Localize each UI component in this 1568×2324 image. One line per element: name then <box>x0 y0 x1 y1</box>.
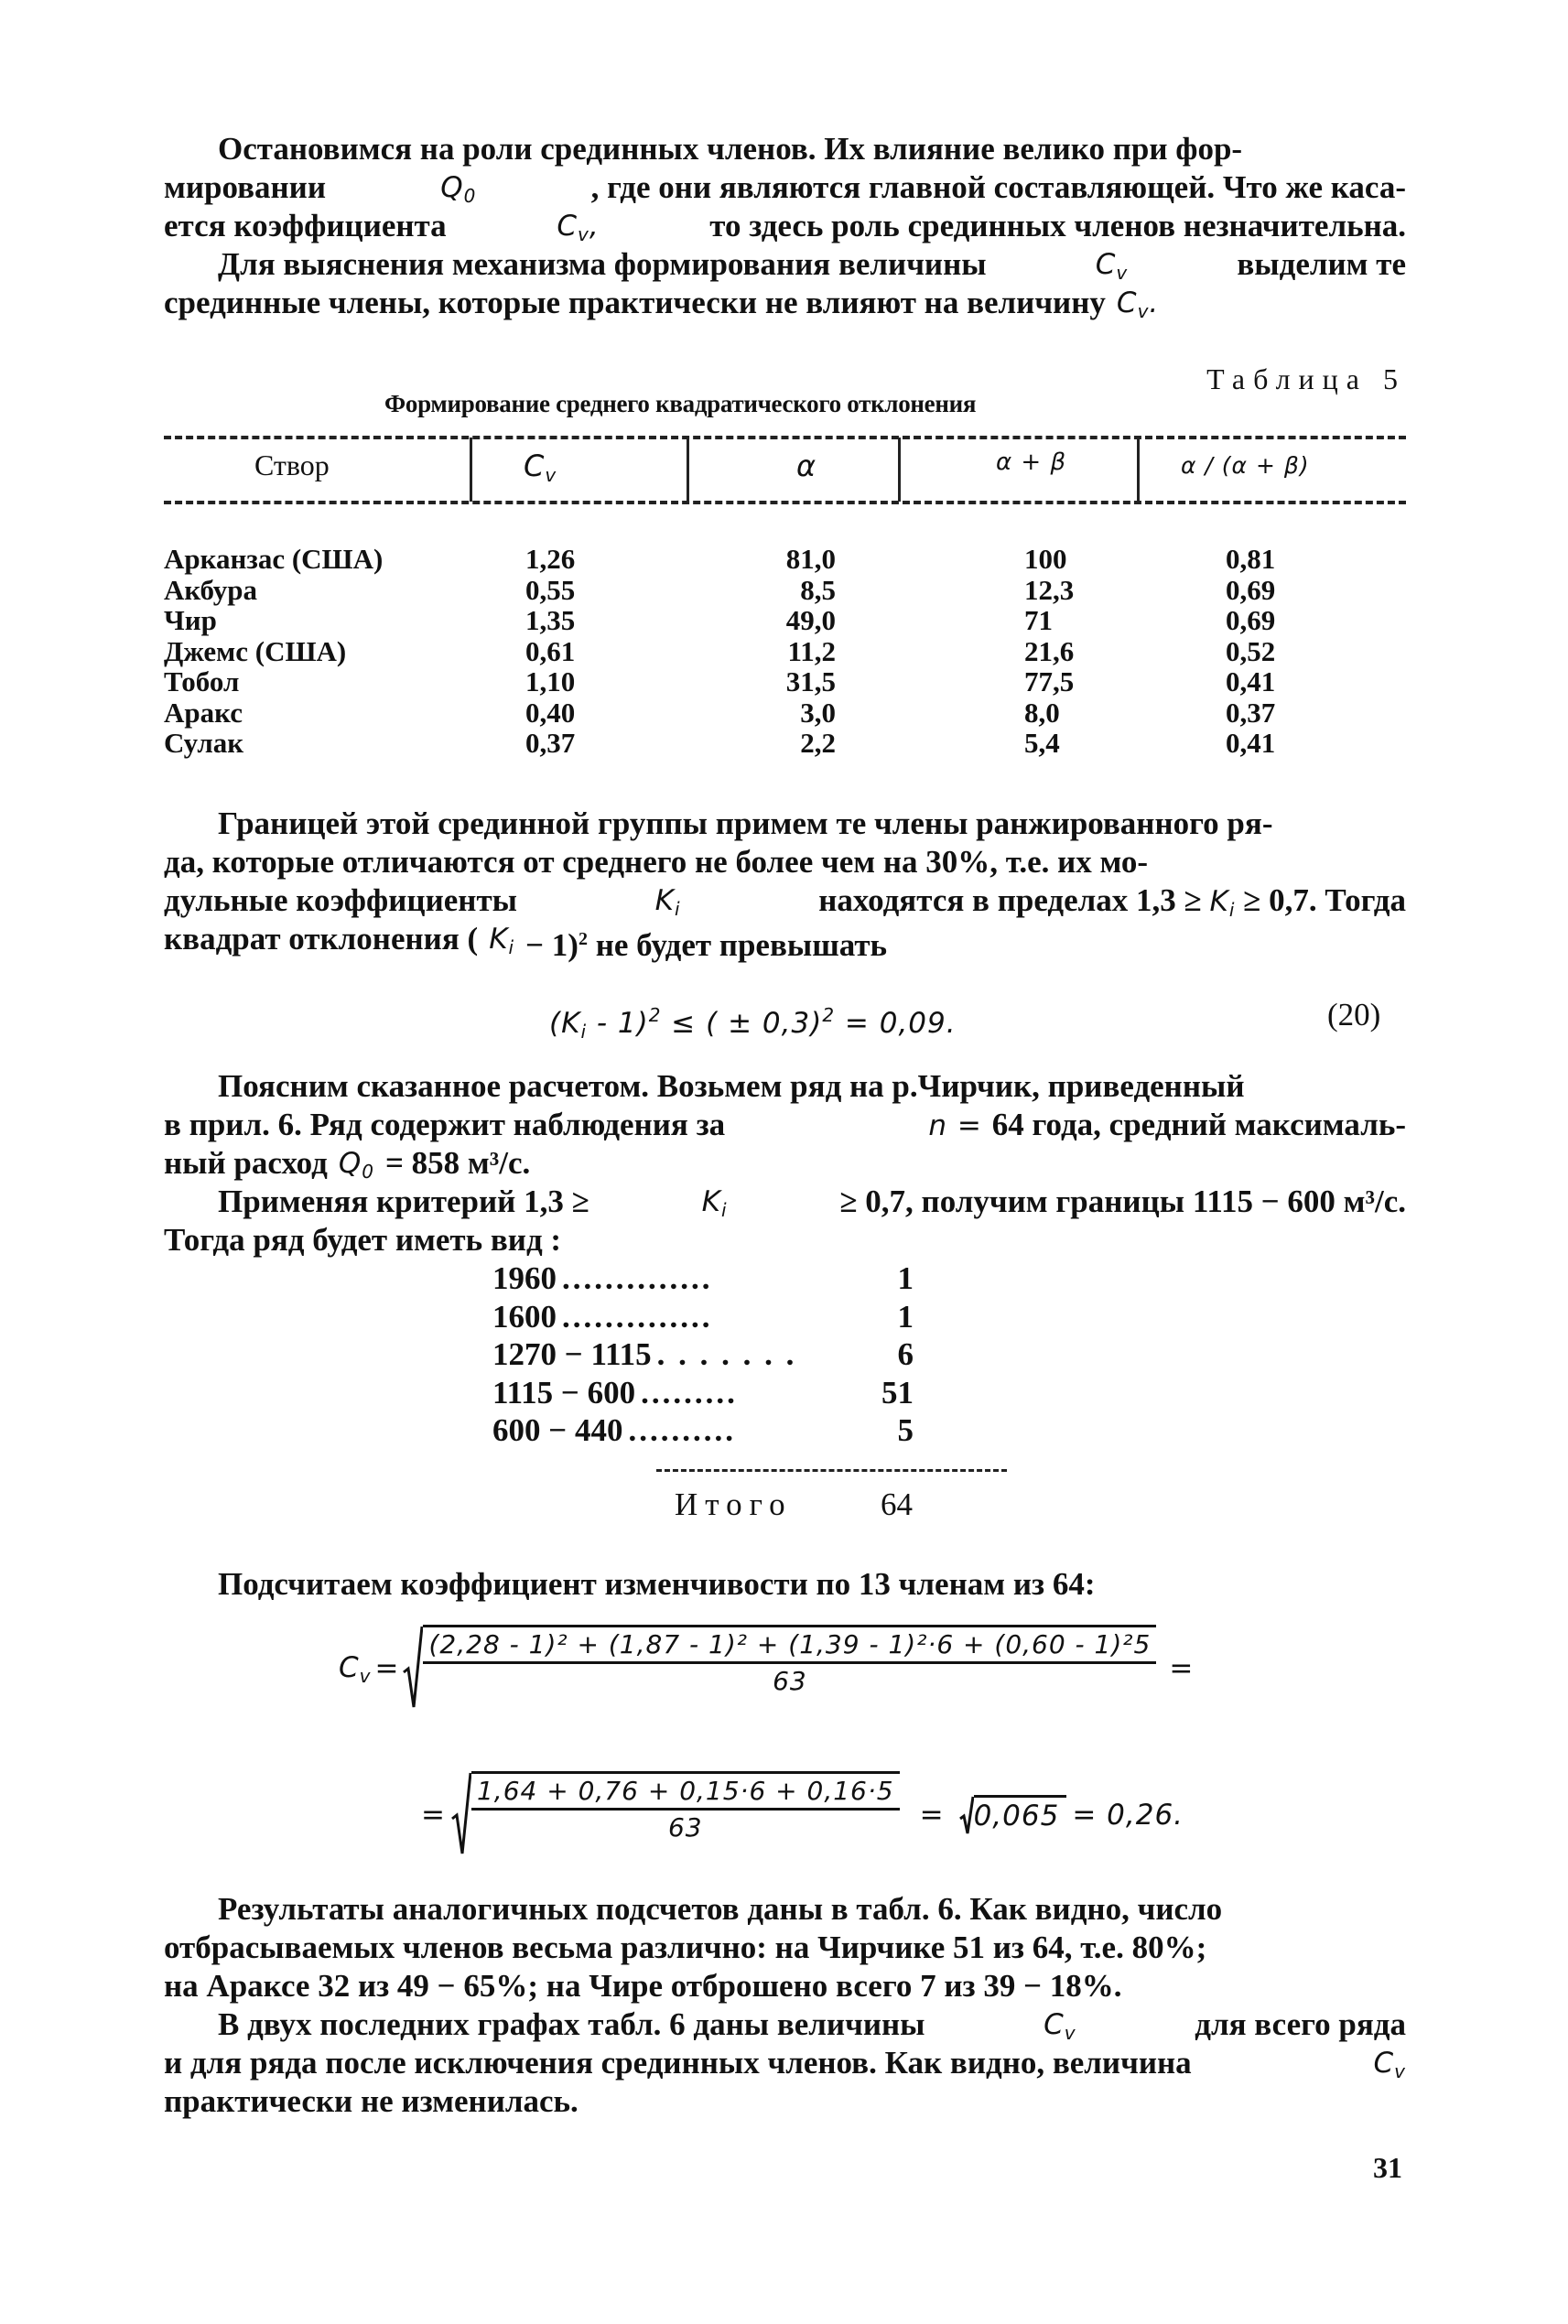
list-item <box>492 1411 914 1450</box>
table-row <box>164 697 1406 728</box>
text: мировании <box>164 169 326 205</box>
list-count: 51 <box>881 1374 914 1411</box>
text: дульные коэффициенты <box>164 882 517 918</box>
text: то здесь роль срединных членов незначительна. <box>709 208 1406 243</box>
cell-value: 0,69 <box>1226 573 1276 606</box>
text-line <box>164 1929 1406 1967</box>
cell-value: 0,61 <box>525 634 576 667</box>
cell-station: Акбура <box>164 573 258 606</box>
text-line <box>164 207 1406 245</box>
math-cv: $C_v$, <box>557 210 600 245</box>
cell-value: 77,5 <box>1024 665 1075 697</box>
text-line <box>164 843 1406 881</box>
list-item <box>492 1335 914 1374</box>
page-number: 31 <box>1373 2151 1402 2184</box>
text-line <box>164 2044 1406 2082</box>
text-line <box>164 130 1406 168</box>
text: находятся в пределах $1,3 \ge K_i \ge 0,7$. Тогда <box>818 882 1406 921</box>
cell-value: 12,3 <box>1024 573 1075 606</box>
table-row <box>164 636 1406 666</box>
math-ki: $K_i$ <box>489 923 515 958</box>
list-range: 1960 <box>492 1260 557 1296</box>
header-alpha-plus-beta: α + β <box>996 449 1067 476</box>
text-line <box>164 2005 1406 2044</box>
cell-value: 0,69 <box>1226 604 1276 636</box>
cell-value: 0,55 <box>525 573 576 606</box>
header-ratio: α / (α + β) <box>1181 452 1310 479</box>
cell-value: 49,0 <box>785 604 836 636</box>
cell-station: Аракс <box>164 696 243 729</box>
cell-value: 0,81 <box>1226 543 1276 575</box>
cell-value: 8,0 <box>1024 696 1060 729</box>
text: ется коэффициента <box>164 208 447 243</box>
text: квадрат отклонения ( <box>164 921 479 957</box>
paragraph-4 <box>164 1565 1406 1604</box>
list-range: 1600 <box>492 1298 557 1335</box>
text-line <box>164 1067 1406 1106</box>
cv-formula-1: $C_v$ = $\frac{\text{(2,28 - 1)² + (1,87 - 1)² + (1,39 - 1)²·6 + (0,60 - 1)²5}}{63}$ = <box>339 1625 1194 1713</box>
cell-value: 0,41 <box>1226 727 1276 759</box>
table-number: Таблица 5 <box>1206 362 1406 395</box>
cell-value: 1,35 <box>525 604 576 636</box>
list-dots: .............. <box>562 1298 713 1335</box>
table-row <box>164 605 1406 635</box>
text: Применяя критерий 1,3 ≥ <box>218 1184 589 1219</box>
text: В двух последних графах табл. 6 даны величины <box>218 2006 925 2042</box>
text: ≥ 0,7, получим границы 1115 − 600 м³/с. <box>839 1184 1406 1219</box>
paragraph-3 <box>164 1067 1406 1259</box>
text: , где они являются главной составляющей. Что же каса- <box>590 169 1406 205</box>
column-divider <box>470 438 472 502</box>
cell-value: 0,52 <box>1226 634 1276 667</box>
text-line <box>164 881 1406 920</box>
cell-value: 1,10 <box>525 665 576 697</box>
column-divider <box>687 438 689 502</box>
square-root: 0,065 <box>959 1795 1067 1835</box>
text: Результаты аналогичных подсчетов даны в табл. 6. Как видно, число <box>218 1891 1223 1927</box>
text: Для выяснения механизма формирования величины <box>218 246 987 282</box>
total-value: 64 <box>881 1486 913 1522</box>
table-top-rule <box>164 436 1406 439</box>
text: отбрасываемых членов весьма различно: на Чирчике 51 из 64, т.е. 80%; <box>164 1929 1207 1965</box>
text: выделим те <box>1237 246 1406 282</box>
list-range: 1115 − 600 <box>492 1374 636 1411</box>
math-q0: $Q_0$ <box>440 171 477 207</box>
cell-value: 100 <box>1024 543 1067 575</box>
cell-station: Тобол <box>164 665 240 697</box>
list-range: 600 − 440 <box>492 1412 623 1448</box>
text-line <box>164 245 1406 284</box>
cell-value: 5,4 <box>1024 727 1060 759</box>
list-dots: .......... <box>628 1412 736 1448</box>
list-count: 5 <box>897 1412 914 1448</box>
column-divider <box>1137 438 1140 502</box>
text: Границей этой срединной группы примем те члены ранжированного ря- <box>218 805 1273 841</box>
text-line <box>164 1106 1406 1144</box>
list-dots: ......... <box>641 1374 738 1411</box>
square-root: $\frac{1,64 + 0,76 + 0,15\cdot 6 + 0,16\cdot 5}{63}$ <box>451 1771 900 1859</box>
text-line <box>164 168 1406 207</box>
table-caption: Формирование среднего квадратического отклонения <box>384 390 977 417</box>
cell-station: Арканзас (США) <box>164 543 384 575</box>
math-ki: $K_i$ <box>654 884 681 920</box>
text: n = 64 года, средний максималь- <box>928 1107 1406 1142</box>
cell-value: 31,5 <box>785 665 836 697</box>
list-item <box>492 1374 914 1412</box>
math-cv: $C_v$ <box>1044 2008 1076 2044</box>
cell-value: 21,6 <box>1024 634 1075 667</box>
series-list <box>492 1259 914 1450</box>
equation-number: (20) <box>1327 997 1381 1032</box>
list-count: 1 <box>897 1298 914 1335</box>
text-line <box>164 1565 1406 1604</box>
text-line <box>164 284 1406 322</box>
list-item <box>492 1259 914 1298</box>
table-row <box>164 544 1406 574</box>
text: для всего ряда <box>1195 2006 1406 2042</box>
cell-station: Сулак <box>164 727 244 759</box>
cell-value: 0,41 <box>1226 665 1276 697</box>
list-range: 1270 − 1115 <box>492 1336 652 1372</box>
list-dots: . . . . . . . <box>656 1336 797 1372</box>
paragraph-2 <box>164 805 1406 963</box>
math-cv: $C_v$ <box>1373 2047 1406 2082</box>
text-line <box>164 1890 1406 1929</box>
text: Подсчитаем коэффициент изменчивости по 13 членам из 64: <box>218 1566 1096 1602</box>
text: и для ряда после исключения срединных членов. Как видно, величина <box>164 2045 1192 2081</box>
cell-value: 0,40 <box>525 696 576 729</box>
cell-station: Джемс (США) <box>164 634 347 667</box>
cell-value: 2,2 <box>800 727 836 759</box>
header-stvor: Створ <box>254 449 330 481</box>
cell-value: 71 <box>1024 604 1053 636</box>
text: ный расход <box>164 1145 328 1181</box>
text-line <box>164 1221 1406 1259</box>
cell-value: 81,0 <box>785 543 836 575</box>
cell-value: 3,0 <box>800 696 836 729</box>
total-label: Итого <box>675 1486 793 1522</box>
math-cv: $C_v$. <box>1116 286 1160 322</box>
cell-value: 11,2 <box>787 634 836 667</box>
text: Поясним сказанное расчетом. Возьмем ряд на р.Чирчик, приведенный <box>218 1068 1245 1104</box>
text: Тогда ряд будет иметь вид : <box>164 1222 562 1258</box>
list-count: 1 <box>897 1260 914 1296</box>
text-line <box>164 1967 1406 2005</box>
total-rule <box>656 1469 1007 1472</box>
cv-formula-2: = $\frac{1,64 + 0,76 + 0,15\cdot 6 + 0,16\cdot 5}{63}$ = 0,065 = 0,26. <box>421 1771 1184 1859</box>
header-cv: $C_v$ <box>524 449 557 486</box>
paragraph-5 <box>164 1890 1406 2121</box>
text-line <box>164 2082 1406 2121</box>
text-line <box>164 920 1406 963</box>
cell-value: 1,26 <box>525 543 576 575</box>
text: да, которые отличаются от среднего не более чем на 30%, т.е. их мо- <box>164 844 1149 880</box>
paragraph-1 <box>164 130 1406 322</box>
cell-station: Чир <box>164 604 217 636</box>
equation-20: $(K_i - 1)^2$ ≤ ( ± 0,3)$^2$ = 0,09. <box>549 1004 957 1043</box>
text: Остановимся на роли срединных членов. Их влияние велико при фор- <box>218 131 1243 167</box>
text: − 1)$^2$ не будет превышать <box>525 927 888 963</box>
text-line <box>164 805 1406 843</box>
text: в прил. 6. Ряд содержит наблюдения за <box>164 1107 726 1142</box>
cell-value: 0,37 <box>525 727 576 759</box>
square-root: $\frac{\text{(2,28 - 1)² + (1,87 - 1)² + (1,39 - 1)²·6 + (0,60 - 1)²5}}{63}$ <box>403 1625 1156 1713</box>
cell-value: 0,37 <box>1226 696 1276 729</box>
table-row <box>164 666 1406 697</box>
text-line <box>164 1144 1406 1183</box>
text: практически не изменилась. <box>164 2083 579 2119</box>
text: срединные члены, которые практически не влияют на величину <box>164 285 1106 320</box>
table-row <box>164 728 1406 758</box>
text-line <box>164 1183 1406 1221</box>
column-divider <box>898 438 901 502</box>
text: на Араксе 32 из 49 − 65%; на Чире отброшено всего 7 из 39 − 18%. <box>164 1968 1122 2004</box>
cell-value: 8,5 <box>800 573 836 606</box>
table-header-rule <box>164 501 1406 504</box>
list-count: 6 <box>897 1336 914 1372</box>
text: = 858 м³/с. <box>384 1145 531 1181</box>
list-item <box>492 1298 914 1336</box>
math-cv: $C_v$ <box>1095 248 1129 284</box>
math-q0: $Q_0$ <box>338 1147 374 1183</box>
list-dots: .............. <box>562 1260 713 1296</box>
math-ki: $K_i$ <box>701 1185 728 1221</box>
header-alpha: α <box>796 449 817 483</box>
table-row <box>164 575 1406 605</box>
